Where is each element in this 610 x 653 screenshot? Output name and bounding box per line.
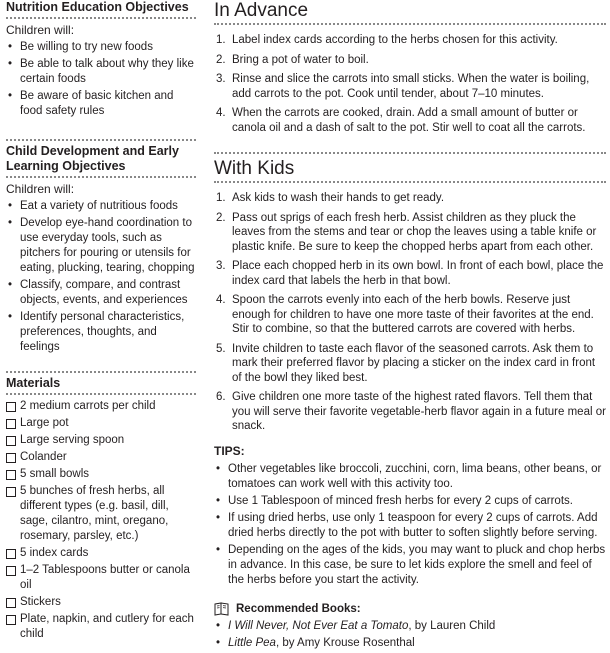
- list-item: Colander: [6, 450, 196, 465]
- nutrition-lead: Children will:: [6, 23, 75, 37]
- divider: [214, 181, 606, 183]
- list-item: Large serving spoon: [6, 433, 196, 448]
- right-column: [214, 0, 606, 653]
- checkbox-icon: [6, 487, 16, 497]
- checkbox-icon: [6, 598, 16, 608]
- list-item: • Eat a variety of nutritious foods: [8, 200, 178, 212]
- book-icon: [214, 602, 230, 616]
- list-item: Plate, napkin, and cutlery for each child: [6, 612, 196, 642]
- step-item: 2. Bring a pot of water to boil.: [216, 53, 369, 66]
- divider: [6, 139, 196, 141]
- book-author: , by Lauren Child: [408, 619, 496, 632]
- nutrition-objectives-title: Nutrition Education Objectives: [6, 0, 189, 14]
- in-advance-steps: [214, 33, 606, 135]
- recommended-books: [214, 602, 606, 651]
- step-item: 1. Label index cards according to the herbs chosen for this activity.: [216, 34, 558, 46]
- list-item: Large pot: [6, 416, 196, 431]
- development-lead: Children will:: [6, 182, 75, 196]
- with-kids-steps: [214, 191, 606, 434]
- with-kids-title: With Kids: [214, 158, 295, 179]
- divider: [6, 371, 196, 373]
- list-item: 5 index cards: [6, 546, 196, 561]
- in-advance-title: In Advance: [214, 0, 309, 21]
- step-item: 4. Spoon the carrots evenly into each of the herb bowls. Reserve just enough for children to have one more taste of their favorites at the end. Stir to combine, so that the buttered carrots are covered with herbs.: [216, 294, 594, 335]
- list-item: • Develop eye-hand coordination to use everyday tools, such as pitchers for pouring or utensils for eating, plucking, tearing, chopping: [8, 217, 195, 274]
- left-column: [6, 0, 196, 644]
- divider: [6, 17, 196, 19]
- divider: [6, 176, 196, 178]
- divider: [214, 23, 606, 25]
- list-item: 1–2 Tablespoons butter or canola oil: [6, 563, 196, 593]
- list-item: • I Will Never, Not Ever Eat a Tomato, by Lauren Child: [216, 619, 496, 632]
- list-item: 2 medium carrots per child: [6, 399, 196, 414]
- list-item: • Be willing to try new foods: [8, 41, 153, 53]
- development-list: [6, 199, 196, 355]
- books-list: [214, 619, 606, 651]
- list-item: • Be aware of basic kitchen and food safety rules: [8, 90, 174, 117]
- list-item: Stickers: [6, 595, 196, 610]
- book-title: Little Pea: [228, 636, 276, 649]
- step-item: 3. Place each chopped herb in its own bowl. In front of each bowl, place the index card that labels the herb in that bowl.: [216, 260, 604, 287]
- checkbox-icon: [6, 453, 16, 463]
- list-item: • Be able to talk about why they like certain foods: [8, 58, 194, 85]
- divider: [214, 152, 606, 154]
- step-item: 4. When the carrots are cooked, drain. Add a small amount of butter or canola oil and a dash of salt to the pot. Stir well to coat all the carrots.: [216, 107, 586, 134]
- materials-list: [6, 399, 196, 642]
- book-author: , by Amy Krouse Rosenthal: [275, 636, 415, 649]
- step-item: 5. Invite children to taste each flavor of the seasoned carrots. Ask them to mark their preferred flavor by placing a sticker on the index card in front of the bowl they liked best.: [216, 342, 596, 384]
- checkbox-icon: [6, 566, 16, 576]
- books-heading: [214, 602, 606, 616]
- book-title: I Will Never, Not Ever Eat a Tomato: [228, 619, 409, 632]
- materials-title: Materials: [6, 376, 61, 390]
- checkbox-icon: [6, 436, 16, 446]
- checkbox-icon: [6, 419, 16, 429]
- list-item: 5 small bowls: [6, 467, 196, 482]
- checkbox-icon: [6, 470, 16, 480]
- divider: [6, 393, 196, 395]
- list-item: • Use 1 Tablespoon of minced fresh herbs for every 2 cups of carrots.: [216, 494, 573, 507]
- list-item: • Depending on the ages of the kids, you may want to pluck and chop herbs in advance. In this case, be sure to let kids explore the smell and feel of the herbs before you start the activity.: [216, 543, 606, 586]
- development-objectives-title: Child Development and Early Learning Objectives: [6, 144, 179, 173]
- step-item: 6. Give children one more taste of the highest rated flavors. Tell them that you will serve their favorite vegetable-herb flavor again in a future meal or snack.: [216, 391, 606, 432]
- list-item: 5 bunches of fresh herbs, all different types (e.g. basil, dill, sage, cilantro, mint, oregano, rosemary, parsley, etc.): [6, 484, 196, 544]
- list-item: • Other vegetables like broccoli, zucchini, corn, lima beans, other beans, or tomatoes can work well with this activity too.: [216, 462, 602, 490]
- step-item: 3. Rinse and slice the carrots into small sticks. When the water is boiling, add carrots to the pot. Cook until tender, about 7–10 minutes.: [216, 73, 590, 100]
- tips-title: TIPS:: [214, 443, 245, 458]
- list-item: • If using dried herbs, use only 1 teaspoon for every 2 cups of carrots. Add dried herbs directly to the pot with butter to soften slightly before serving.: [216, 511, 598, 539]
- list-item: • Little Pea, by Amy Krouse Rosenthal: [216, 636, 415, 649]
- checkbox-icon: [6, 402, 16, 412]
- list-item: • Classify, compare, and contrast objects, events, and experiences: [8, 279, 188, 306]
- step-item: 2. Pass out sprigs of each fresh herb. Assist children as they pluck the leaves from the stems and tear or chop the leaves using a table knife or plastic knife. Be sure to keep the chopped herbs apart from each other.: [216, 211, 597, 253]
- checkbox-icon: [6, 615, 16, 625]
- checkbox-icon: [6, 549, 16, 559]
- nutrition-list: [6, 40, 196, 119]
- books-title: Recommended Books:: [236, 602, 361, 615]
- list-item: • Identify personal characteristics, preferences, thoughts, and feelings: [8, 311, 185, 353]
- tips-list: [214, 462, 606, 588]
- step-item: 1. Ask kids to wash their hands to get ready.: [216, 192, 445, 204]
